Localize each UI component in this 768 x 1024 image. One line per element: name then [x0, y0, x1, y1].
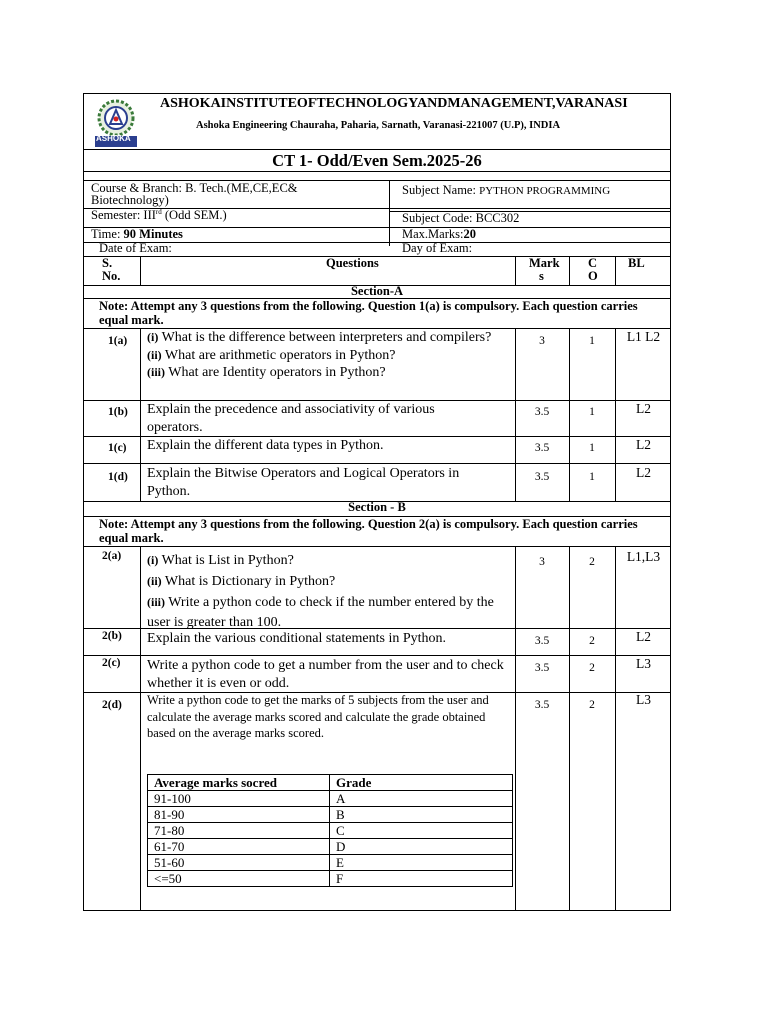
q2d-text: Write a python code to get the marks of 5 subjects from the user and calculate the average marks scored and calculate the grade obtained based on the average marks scored. — [147, 693, 489, 740]
section-a-note: Note: Attempt any 3 questions from the following. Question 1(a) is compulsory. Each question carries equal mark. — [99, 299, 638, 327]
q2a-marks: 3 — [539, 556, 545, 568]
section-a-title: Section-A — [350, 284, 404, 298]
q1c-marks: 3.5 — [534, 442, 550, 454]
q2c-co: 2 — [589, 662, 595, 674]
grade-range: 71-80 — [148, 823, 330, 839]
grade-letter: F — [330, 871, 513, 887]
course-branch: Course & Branch: B. Tech.(ME,CE,EC& — [91, 181, 298, 195]
col-sno-2: No. — [102, 269, 121, 283]
q1b-number: 1(b) — [108, 406, 128, 418]
table-row — [148, 839, 513, 855]
max-marks: Max.Marks:20 — [402, 227, 476, 241]
col-co-2: O — [588, 269, 598, 283]
q2a-co: 2 — [589, 556, 595, 568]
col-questions: Questions — [326, 256, 379, 270]
q1d-marks: 3.5 — [534, 471, 550, 483]
q1b-marks: 3.5 — [534, 406, 550, 418]
col-co-1: C — [588, 256, 598, 270]
q1a-number: 1(a) — [108, 335, 128, 347]
institute-address: Ashoka Engineering Chauraha, Paharia, Sarnath, Varanasi-221007 (U.P), INDIA — [196, 120, 561, 131]
col-marks-1: Mark — [529, 256, 560, 270]
q1a-marks: 3 — [539, 335, 545, 347]
q2b-text: Explain the various conditional statements in Python. — [147, 631, 447, 646]
q2c-text: Write a python code to get a number from the user and to check whether it is even or odd. — [147, 658, 504, 691]
q1b-bl: L2 — [636, 401, 651, 416]
col-sno-1: S. — [102, 256, 113, 270]
q1b-co: 1 — [589, 406, 595, 418]
table-row — [148, 855, 513, 871]
table-row — [148, 807, 513, 823]
grade-table — [147, 774, 513, 887]
q2b-bl: L2 — [636, 629, 651, 644]
grade-range: 51-60 — [148, 855, 330, 871]
q2d-bl: L3 — [636, 692, 651, 707]
q1d-text: Explain the Bitwise Operators and Logical Operators in Python. — [147, 466, 460, 499]
q2d-co: 2 — [589, 699, 595, 711]
q1a-text: (i) What is the difference between interpreters and compilers? (ii) What are arithmetic operators in Python? (iii) What are Identity operators in Python? — [147, 330, 492, 380]
q1c-bl: L2 — [636, 437, 651, 452]
q2a-text: (i) What is List in Python? (ii) What is Dictionary in Python? (iii) Write a python code to check if the number entered by the user is greater than 100. — [147, 553, 494, 630]
grade-range: 61-70 — [148, 839, 330, 855]
col-marks-2: s — [539, 269, 544, 283]
grade-letter: D — [330, 839, 513, 855]
subject-code: Subject Code: BCC302 — [402, 211, 520, 225]
table-row — [148, 823, 513, 839]
course-branch-cont: Biotechnology) — [91, 193, 169, 207]
q1c-number: 1(c) — [108, 442, 127, 454]
grade-header-grade: Grade — [330, 775, 513, 791]
q2c-number: 2(c) — [102, 657, 121, 669]
q2d-number: 2(d) — [102, 699, 122, 711]
grade-range: 81-90 — [148, 807, 330, 823]
table-row — [148, 871, 513, 887]
exam-title: CT 1- Odd/Even Sem.2025-26 — [272, 151, 482, 170]
q2c-marks: 3.5 — [534, 662, 550, 674]
q1c-co: 1 — [589, 442, 595, 454]
section-b-note: Note: Attempt any 3 questions from the following. Question 2(a) is compulsory. Each question carries equal mark. — [99, 517, 638, 545]
grade-table-header — [148, 775, 513, 791]
subject-name: Subject Name: PYTHON PROGRAMMING — [402, 183, 611, 197]
q2d-marks: 3.5 — [534, 699, 550, 711]
q1d-co: 1 — [589, 471, 595, 483]
q1b-text: Explain the precedence and associativity of various operators. — [147, 402, 435, 435]
grade-letter: A — [330, 791, 513, 807]
logo-text: ASHOKA — [96, 134, 131, 143]
date-of-exam: Date of Exam: — [99, 241, 172, 255]
q1c-text: Explain the different data types in Python. — [147, 438, 384, 453]
section-b-title: Section - B — [348, 500, 406, 514]
q2b-number: 2(b) — [102, 630, 122, 642]
q2a-number: 2(a) — [102, 550, 122, 562]
q2b-marks: 3.5 — [534, 635, 550, 647]
q2b-co: 2 — [589, 635, 595, 647]
q1d-bl: L2 — [636, 465, 651, 480]
day-of-exam: Day of Exam: — [402, 241, 473, 255]
grade-letter: C — [330, 823, 513, 839]
q1a-bl: L1 L2 — [626, 329, 661, 344]
time: Time: 90 Minutes — [91, 227, 183, 241]
semester: Semester: IIIrd (Odd SEM.) — [91, 208, 227, 223]
q2c-bl: L3 — [636, 656, 651, 671]
grade-range: <=50 — [148, 871, 330, 887]
grade-letter: E — [330, 855, 513, 871]
grade-header-avg: Average marks socred — [148, 775, 330, 791]
grade-letter: B — [330, 807, 513, 823]
q1d-number: 1(d) — [108, 471, 128, 483]
col-bl: BL — [628, 256, 645, 270]
q2a-bl: L1,L3 — [626, 549, 661, 564]
grade-range: 91-100 — [148, 791, 330, 807]
institute-name: ASHOKAINSTITUTEOFTECHNOLOGYANDMANAGEMENT,VARANASI — [160, 96, 628, 111]
q1a-co: 1 — [589, 335, 595, 347]
table-row — [148, 791, 513, 807]
question-paper — [83, 93, 671, 911]
